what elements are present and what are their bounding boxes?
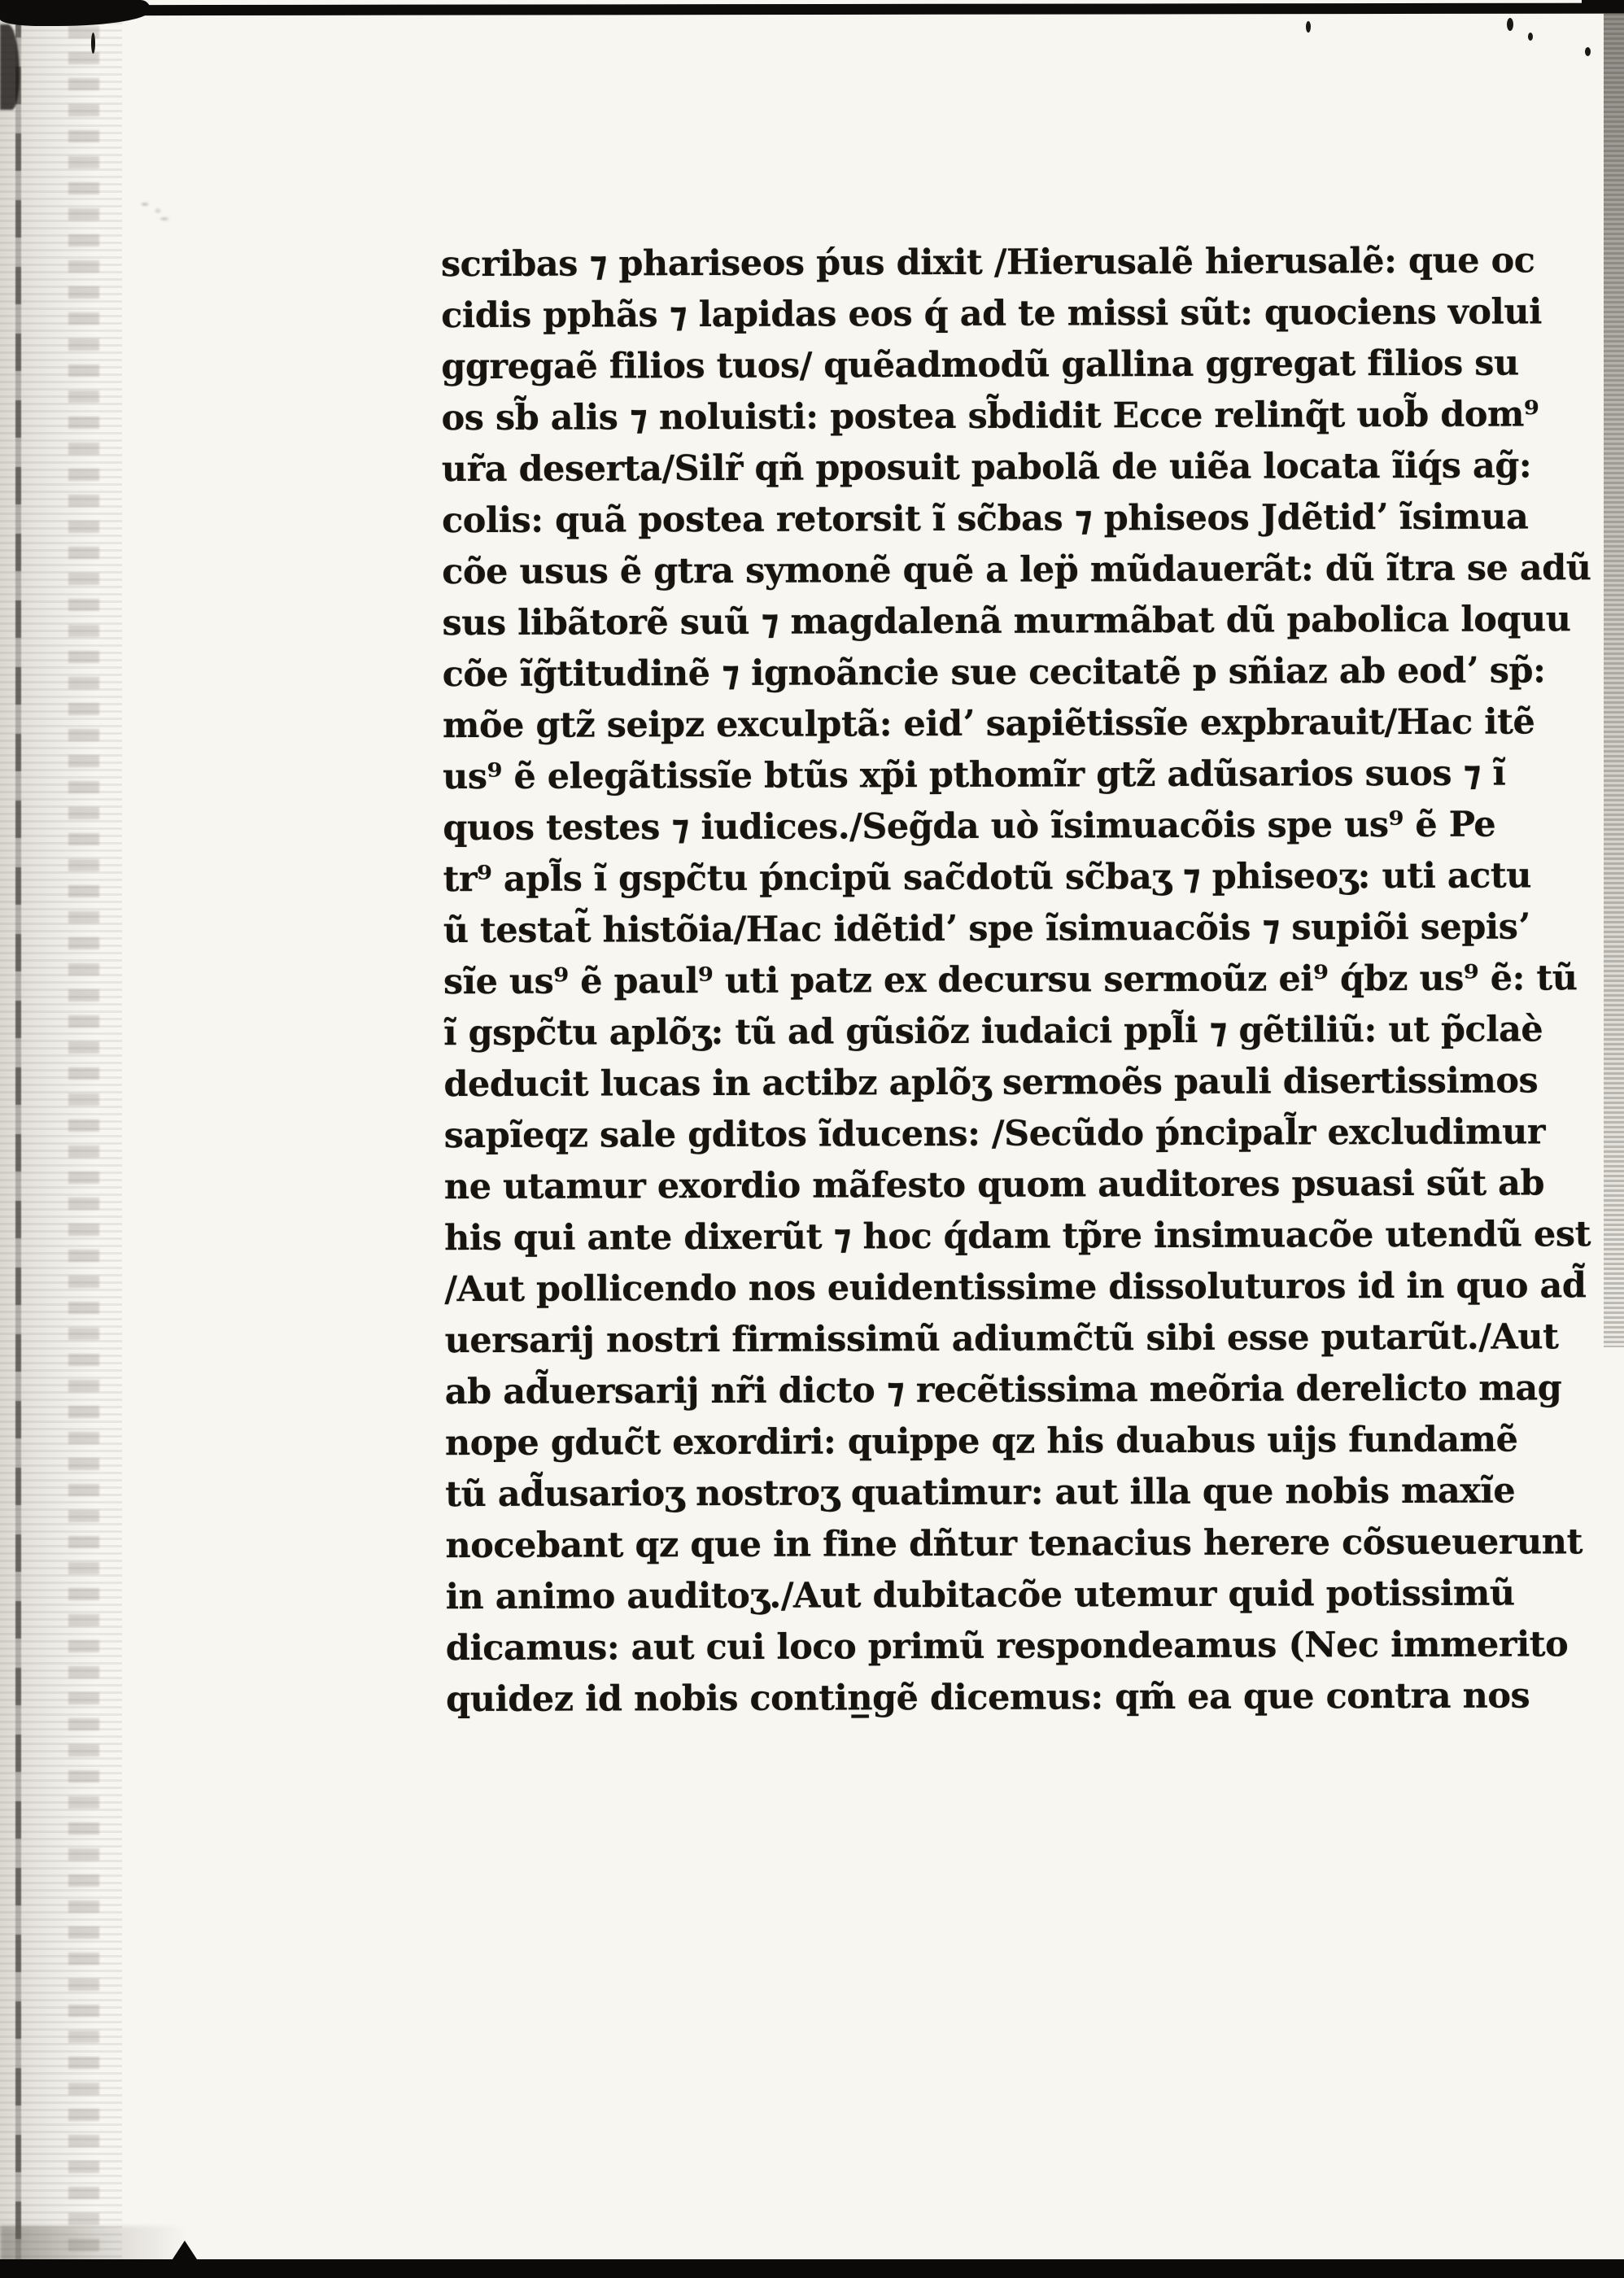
top-left-ink-blob [0,0,151,26]
ink-speck [1585,47,1591,56]
text-line: tr⁹ apl̃s ĩ gspc̃tu ṕncipũ sac̃dotũ sc̃baʒ ⁊ phiseoʒ: uti actu [443,855,1532,901]
text-block [440,236,1591,1726]
text-line: sĩe us⁹ ẽ paul⁹ uti patz ex decursu sermoũz ei⁹ q́bz us⁹ ẽ: tũ [443,958,1578,1003]
text-line: quos testes ⁊ iudices./Seg̃da uò ĩsimuacõis spe us⁹ ẽ Pe [443,804,1496,849]
text-line: dicamus: aut cui loco primũ respondeamus (Nec immerito [445,1624,1569,1669]
text-line: ggregaẽ filios tuos/ quẽadmodũ gallina ggregat filios su [441,343,1519,388]
text-line: ur̃a deserta/Silr̃ qñ pposuit pabolã de uiẽa locata ĩiq́s ag̃: [441,445,1532,491]
text-line: quidez id nobis contin̲gẽ dicemus: qm̃ ea que contra nos [445,1675,1530,1721]
text-line: in animo auditoʒ./Aut dubitacõe utemur quid potissimũ [445,1573,1515,1618]
text-line: colis: quã postea retorsit ĩ sc̃bas ⁊ phiseos Jdẽtidʼ ĩsimua [441,496,1529,542]
text-line: os sb̃ alis ⁊ noluisti: postea sb̃didit Ecce relinq̃t uob̃ dom⁹ [441,394,1539,439]
gutter-shadow-band [68,0,99,2278]
text-line: tũ ad̃usarioʒ nostroʒ quatimur: aut illa que nobis maxĩe [445,1470,1516,1516]
bottom-scan-edge [0,2259,1624,2278]
text-line: scribas ⁊ phariseos ṕus dixit /Hierusalẽ hierusalẽ: que oc [440,240,1535,286]
text-line: cõe usus ẽ gtra symonẽ quẽ a lep̈ mũdauerãt: dũ ĩtra se adũ [442,548,1591,593]
text-line: mõe gtz̃ seipz exculptã: eidʼ sapiẽtissĩe expbrauit/Hac itẽ [442,701,1535,747]
text-line: /Aut pollicendo nos euidentissime dissoluturos id in quo ad̃ [444,1265,1587,1311]
bottom-edge-notch [171,2241,199,2262]
ink-speck [91,33,95,54]
right-page-edge-texture [1604,13,1624,1347]
text-line: ab ad̃uersarij nr̃i dicto ⁊ recẽtissima meõria derelicto mag [444,1368,1562,1413]
text-line: nocebant qz que in fine dñtur tenacius herere cõsueuerunt [445,1521,1583,1567]
ink-speck [1306,21,1311,33]
faint-pencil-mark [137,198,176,227]
text-line: ĩ gspc̃tu aplõʒ: tũ ad gũsiõz iudaici ppl̃i ⁊ gẽtiliũ: ut p̃claè [443,1009,1543,1054]
top-right-scan-corner [1582,0,1624,13]
text-line: cõe ĩg̃titudinẽ ⁊ ignoãncie sue cecitatẽ p sñiaz ab eodʼ sp̃: [442,650,1546,696]
text-line: cidis pphãs ⁊ lapidas eos q́ ad te missi sũt: quociens volui [441,291,1543,337]
text-line: deducit lucas in actibz aplõʒ sermoẽs pauli disertissimos [443,1060,1539,1106]
text-line: nope gduc̃t exordiri: quippe qz his duabus uijs fundamẽ [444,1419,1518,1464]
ink-speck [1507,18,1513,31]
text-line: sapĩeqz sale gditos ĩducens: /Secũdo ṕncipal̃r excludimur [443,1111,1546,1157]
top-scan-edge [0,3,1624,16]
text-line: sus libãtorẽ suũ ⁊ magdalenã murmãbat dũ pabolica loquu [442,599,1571,644]
ink-speck [1528,33,1533,41]
text-line: us⁹ ẽ elegãtissĩe btũs xp̃i pthomĩr gtz̃ adũsarios suos ⁊ ĩ [443,753,1506,798]
text-line: ũ testat̃ histõia/Hac idẽtidʼ spe ĩsimuacõis ⁊ supiõi sepisʼ [443,906,1530,952]
text-line: his qui ante dixerũt ⁊ hoc q́dam tp̃re insimuacõe utendũ est [444,1214,1591,1259]
gutter-shadow-line [15,0,21,2278]
text-line: uersarij nostri firmissimũ adiumc̃tũ sibi esse putarũt./Aut [444,1316,1559,1362]
text-line: ne utamur exordio mãfesto quom auditores psuasi sũt ab [443,1163,1545,1208]
